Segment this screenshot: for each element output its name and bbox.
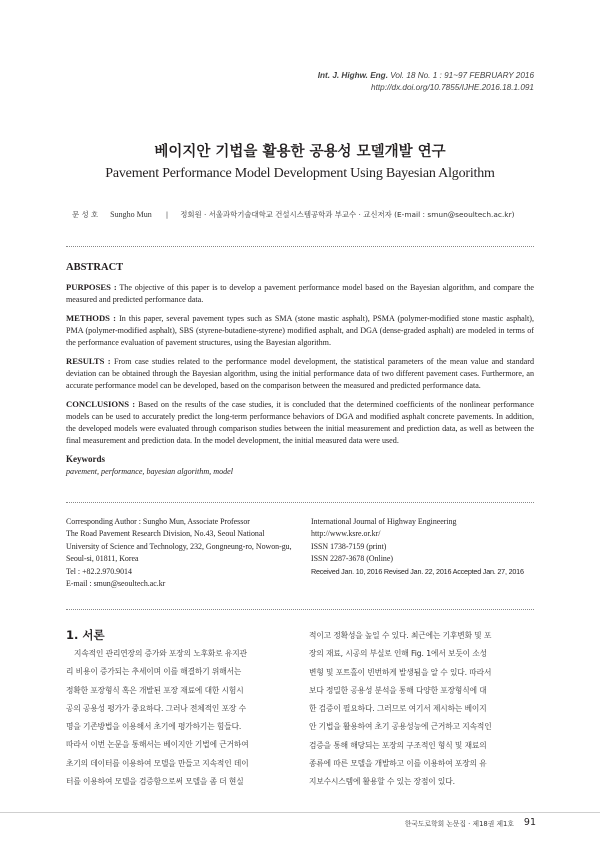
abstract-block bbox=[66, 262, 534, 478]
body-line: 안 기법을 활용하여 초기 공용성능에 근거하고 지속적인 bbox=[309, 722, 492, 732]
journal-info-issn-print: ISSN 1738-7159 (print) bbox=[311, 541, 387, 551]
body-line: 따라서 이번 논문을 통해서는 베이지안 기법에 근거하여 bbox=[66, 740, 249, 750]
footer-journal-name: 한국도로학회 논문집 · 제18권 제1호 bbox=[404, 819, 514, 828]
abstract-methods bbox=[66, 312, 534, 349]
conclusions-label: CONCLUSIONS : bbox=[66, 399, 136, 409]
section-title: 1. 서론 bbox=[66, 628, 105, 642]
abstract-conclusions bbox=[66, 398, 534, 447]
body-line: 종류에 따른 모델을 개발하고 이를 이용하여 포장의 유 bbox=[309, 759, 487, 769]
doi-link[interactable]: http://dx.doi.org/10.7855/IJHE.2016.18.1.091 bbox=[371, 83, 534, 92]
body-line: 터를 이용하여 모델을 검증함으로써 모델을 좀 더 현실 bbox=[66, 777, 244, 787]
author-affiliation: 정회원 · 서울과학기술대학교 건설시스템공학과 부교수 · 교신저자 (E-mail : smun@seoultech.ac.kr) bbox=[180, 210, 515, 219]
body-line: 정확한 포장형식 혹은 개발된 포장 재료에 대한 시험시 bbox=[66, 685, 244, 695]
journal-info-name: International Journal of Highway Engineering bbox=[311, 517, 457, 526]
journal-abbr: Int. J. Highw. Eng. bbox=[317, 71, 388, 80]
keywords-heading: Keywords bbox=[66, 454, 105, 464]
title-korean: 베이지안 기법을 활용한 공용성 모델개발 연구 bbox=[154, 144, 446, 160]
body-column-right bbox=[309, 627, 535, 792]
body-line: 공의 공용성 평가가 중요하다. 그러나 전체적인 포장 수 bbox=[66, 703, 246, 713]
body-line: 한 검증이 필요하다. 그러므로 여기서 제시하는 베이지 bbox=[309, 704, 487, 714]
body-line: 지속적인 관리연장의 증가와 포장의 노후화로 유지관 bbox=[74, 649, 247, 658]
volume-info: Vol. 18 No. 1 : 91~97 FEBRUARY 2016 bbox=[390, 71, 534, 80]
body-line: 지보수시스템에 활용할 수 있는 장점이 있다. bbox=[309, 777, 455, 787]
results-label: RESULTS : bbox=[66, 356, 111, 366]
keywords-list: pavement, performance, bayesian algorithm, model bbox=[66, 467, 234, 476]
purposes-label: PURPOSES : bbox=[66, 282, 117, 292]
body-line: 명을 기존방법을 이용해서 초기에 평가하기는 힘들다. bbox=[66, 722, 242, 732]
correspondence-email[interactable]: E-mail : smun@seoultech.ac.kr bbox=[66, 579, 166, 589]
correspondence-block bbox=[66, 516, 294, 590]
divider-top bbox=[66, 246, 534, 247]
journal-info-issn-online: ISSN 2287-3678 (Online) bbox=[311, 554, 393, 564]
methods-label: METHODS : bbox=[66, 313, 116, 323]
author-name-korean: 문 성 호 bbox=[72, 210, 99, 219]
body-line: 적이고 정확성을 높일 수 있다. 최근에는 기후변화 및 포 bbox=[309, 631, 492, 640]
body-line: 검증을 통해 해당되는 포장의 구조적인 형식 및 재료의 bbox=[309, 740, 487, 750]
abstract-purposes bbox=[66, 281, 534, 306]
author-separator: | bbox=[165, 210, 169, 219]
abstract-results bbox=[66, 355, 534, 392]
purposes-text: The objective of this paper is to develop a pavement performance model based on the Bayesian algorithm, and compare the measured and predicted performance data. bbox=[66, 283, 534, 304]
page-footer bbox=[405, 817, 536, 828]
results-text: From case studies related to the performance model development, the statistical parameters of the mean value and standard deviation can be obtained through the Bayesian algorithm, using the initial performance data of two different pavement cases. Furthermore, an accurate performance model can be developed, based on the comparison between the measured and predicted performance data. bbox=[66, 357, 534, 390]
page-number: 91 bbox=[523, 817, 536, 828]
body-column-left bbox=[66, 645, 292, 791]
journal-info-block bbox=[311, 516, 541, 578]
author-line bbox=[72, 209, 515, 220]
body-line: 초기의 데이터를 이용하여 모델을 만들고 지속적인 데이 bbox=[66, 758, 249, 768]
correspondence-tel: Tel : +82.2.970.9014 bbox=[66, 566, 132, 576]
body-line: 변형 및 포트홀이 빈번하게 발생됨을 알 수 있다. 따라서 bbox=[309, 667, 492, 677]
correspondence-line: University of Science and Technology, 232, Gongneung-ro, Nowon-gu, bbox=[66, 541, 292, 551]
conclusions-text: Based on the results of the case studies, it is concluded that the determined coefficients of the nonlinear performance models can be used to accurately predict the long-term performance behaviors of DGA and modified asphalt concrete pavements. In addition, the developed models were evaluated through comparison studies between the initial measurement and prediction data, as well as between the final measurement and prediction data. In the model development, the initial measured data were used. bbox=[66, 400, 535, 445]
correspondence-line: Corresponding Author : Sungho Mun, Associate Professor bbox=[66, 517, 250, 526]
author-name-english: Sungho Mun bbox=[110, 210, 152, 219]
abstract-heading: ABSTRACT bbox=[66, 262, 124, 273]
correspondence-line: Seoul-si, 01811, Korea bbox=[66, 554, 139, 564]
body-line: 보다 정밀한 공용성 분석을 통해 다양한 포장형식에 대 bbox=[309, 685, 487, 695]
footer-rule bbox=[0, 812, 600, 813]
title-english: Pavement Performance Model Development Using Bayesian Algorithm bbox=[105, 166, 495, 181]
divider-middle bbox=[66, 502, 534, 503]
body-line: 리 비용이 증가되는 추세이며 이를 해결하기 위해서는 bbox=[66, 667, 242, 677]
methods-text: In this paper, several pavement types such as SMA (stone mastic asphalt), PSMA (polymer-modified stone mastic asphalt), PMA (polymer-modified asphalt), SBS (styrene-butadiene-styrene) modified asphalt, and DGA (dense-graded asphalt) are modeled in terms of the performance evaluation of pavement structures, using the Bayesian algorithm. bbox=[66, 314, 534, 347]
journal-citation bbox=[318, 70, 534, 82]
journal-info-dates: Received Jan. 10, 2016 Revised Jan. 22, 2016 Accepted Jan. 27, 2016 bbox=[311, 566, 524, 576]
body-line: 장의 재료, 시공의 부실로 인해 Fig. 1에서 보듯이 소성 bbox=[309, 649, 488, 659]
journal-header bbox=[318, 70, 534, 94]
divider-bottom bbox=[66, 609, 534, 610]
correspondence-line: The Road Pavement Research Division, No.43, Seoul National bbox=[66, 529, 265, 539]
journal-info-url[interactable]: http://www.ksre.or.kr/ bbox=[311, 529, 381, 539]
